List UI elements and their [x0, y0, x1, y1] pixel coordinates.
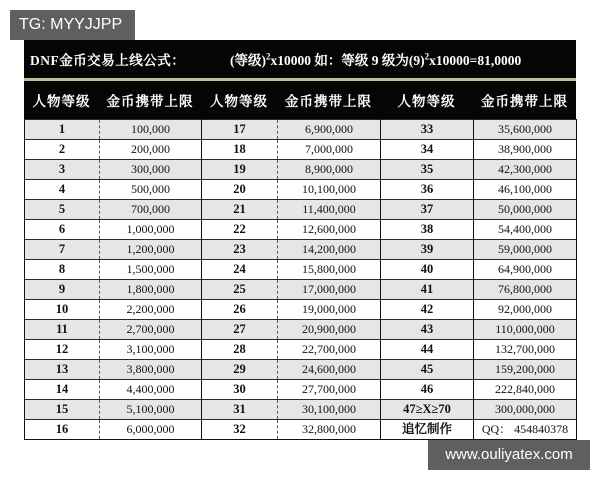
gold-limit-cell: 14,200,000 [278, 240, 381, 260]
gold-limit-cell: 50,000,000 [474, 200, 577, 220]
gold-limit-cell: 300,000 [100, 160, 202, 180]
level-cell: 47≥X≥70 [381, 400, 474, 420]
level-cell: 23 [202, 240, 278, 260]
gold-limit-cell: 100,000 [100, 120, 202, 140]
gold-limit-cell: 11,400,000 [278, 200, 381, 220]
gold-limit-cell: 500,000 [100, 180, 202, 200]
level-cell: 46 [381, 380, 474, 400]
gold-limit-cell: 17,000,000 [278, 280, 381, 300]
gold-limit-cell: 76,800,000 [474, 280, 577, 300]
level-cell: 41 [381, 280, 474, 300]
gold-limit-cell: 8,900,000 [278, 160, 381, 180]
table-row [25, 340, 577, 360]
gold-limit-cell: 10,100,000 [278, 180, 381, 200]
table-row [25, 240, 577, 260]
gold-limit-cell: 1,200,000 [100, 240, 202, 260]
gold-limit-cell: 2,200,000 [100, 300, 202, 320]
gold-limit-cell: 38,900,000 [474, 140, 577, 160]
header-gold-3: 金币携带上限 [481, 93, 568, 109]
gold-limit-cell: 5,100,000 [100, 400, 202, 420]
gold-limit-cell: 59,000,000 [474, 240, 577, 260]
header-gold-2: 金币携带上限 [285, 93, 372, 109]
watermark-url: www.ouliyatex.com [428, 440, 590, 470]
gold-limit-cell: 27,700,000 [278, 380, 381, 400]
header-level-1: 人物等级 [32, 93, 91, 109]
level-cell: 8 [25, 260, 100, 280]
level-cell: 36 [381, 180, 474, 200]
gold-limit-cell: 159,200,000 [474, 360, 577, 380]
table-row [25, 180, 577, 200]
level-cell: 15 [25, 400, 100, 420]
level-cell: 39 [381, 240, 474, 260]
tg-badge: TG: MYYJJPP [10, 10, 135, 40]
level-cell: 13 [25, 360, 100, 380]
level-cell: 7 [25, 240, 100, 260]
level-cell: 9 [25, 280, 100, 300]
level-cell: 28 [202, 340, 278, 360]
level-cell: 4 [25, 180, 100, 200]
gold-limit-cell: QQ： 454840378 [474, 420, 577, 440]
level-cell: 10 [25, 300, 100, 320]
level-cell: 14 [25, 380, 100, 400]
data-table [24, 119, 577, 440]
title-label: DNF金币交易上线公式： [30, 52, 186, 68]
level-cell: 11 [25, 320, 100, 340]
table-row [25, 260, 577, 280]
level-cell: 40 [381, 260, 474, 280]
gold-limit-cell: 1,500,000 [100, 260, 202, 280]
level-cell: 42 [381, 300, 474, 320]
level-cell: 追忆制作 [381, 420, 474, 440]
gold-limit-cell: 3,100,000 [100, 340, 202, 360]
gold-limit-table [24, 40, 576, 440]
gold-limit-cell: 12,600,000 [278, 220, 381, 240]
level-cell: 44 [381, 340, 474, 360]
level-cell: 18 [202, 140, 278, 160]
gold-limit-cell: 92,000,000 [474, 300, 577, 320]
table-row [25, 220, 577, 240]
gold-limit-cell: 222,840,000 [474, 380, 577, 400]
header-gold-1: 金币携带上限 [106, 93, 194, 109]
level-cell: 2 [25, 140, 100, 160]
level-cell: 24 [202, 260, 278, 280]
level-cell: 29 [202, 360, 278, 380]
level-cell: 33 [381, 120, 474, 140]
gold-limit-cell: 54,400,000 [474, 220, 577, 240]
level-cell: 3 [25, 160, 100, 180]
table-row [25, 120, 577, 140]
table-row [25, 200, 577, 220]
level-cell: 21 [202, 200, 278, 220]
column-header-row [24, 81, 576, 119]
gold-limit-cell: 200,000 [100, 140, 202, 160]
title-bar [24, 40, 576, 77]
gold-limit-cell: 35,600,000 [474, 120, 577, 140]
level-cell: 22 [202, 220, 278, 240]
level-cell: 34 [381, 140, 474, 160]
gold-limit-cell: 42,300,000 [474, 160, 577, 180]
gold-limit-cell: 4,400,000 [100, 380, 202, 400]
header-level-2: 人物等级 [210, 93, 268, 109]
table-row [25, 300, 577, 320]
level-cell: 45 [381, 360, 474, 380]
gold-limit-cell: 20,900,000 [278, 320, 381, 340]
table-row [25, 360, 577, 380]
level-cell: 6 [25, 220, 100, 240]
table-row [25, 140, 577, 160]
level-cell: 26 [202, 300, 278, 320]
level-cell: 12 [25, 340, 100, 360]
gold-limit-cell: 1,000,000 [100, 220, 202, 240]
table-row [25, 160, 577, 180]
formula-exponent-2: 2 [424, 51, 430, 61]
level-cell: 25 [202, 280, 278, 300]
level-cell: 20 [202, 180, 278, 200]
gold-limit-cell: 110,000,000 [474, 320, 577, 340]
gold-limit-cell: 700,000 [100, 200, 202, 220]
gold-limit-cell: 6,900,000 [278, 120, 381, 140]
table-row [25, 380, 577, 400]
gold-limit-cell: 132,700,000 [474, 340, 577, 360]
gold-limit-cell: 1,800,000 [100, 280, 202, 300]
gold-limit-cell: 19,000,000 [278, 300, 381, 320]
formula-result: x10000=81,0000 [429, 52, 522, 68]
gold-limit-cell: 64,900,000 [474, 260, 577, 280]
gold-limit-cell: 32,800,000 [278, 420, 381, 440]
gold-limit-cell: 22,700,000 [278, 340, 381, 360]
level-cell: 16 [25, 420, 100, 440]
level-cell: 37 [381, 200, 474, 220]
formula-text [230, 49, 521, 69]
formula-exponent: 2 [266, 51, 271, 61]
gold-limit-cell: 24,600,000 [278, 360, 381, 380]
level-cell: 38 [381, 220, 474, 240]
level-cell: 31 [202, 400, 278, 420]
gold-limit-cell: 300,000,000 [474, 400, 577, 420]
level-cell: 1 [25, 120, 100, 140]
gold-limit-cell: 46,100,000 [474, 180, 577, 200]
table-row [25, 280, 577, 300]
table-row [25, 420, 577, 440]
level-cell: 30 [202, 380, 278, 400]
formula-prefix: (等级) [230, 52, 266, 68]
gold-limit-cell: 7,000,000 [278, 140, 381, 160]
gold-limit-cell: 3,800,000 [100, 360, 202, 380]
level-cell: 43 [381, 320, 474, 340]
table-row [25, 400, 577, 420]
gold-limit-cell: 2,700,000 [100, 320, 202, 340]
level-cell: 27 [202, 320, 278, 340]
table-row [25, 320, 577, 340]
level-cell: 35 [381, 160, 474, 180]
level-cell: 32 [202, 420, 278, 440]
level-cell: 5 [25, 200, 100, 220]
level-cell: 19 [202, 160, 278, 180]
level-cell: 17 [202, 120, 278, 140]
gold-limit-cell: 15,800,000 [278, 260, 381, 280]
formula-example: x10000 如：等级 9 级为(9) [270, 52, 425, 68]
gold-limit-cell: 6,000,000 [100, 420, 202, 440]
header-level-3: 人物等级 [397, 93, 456, 109]
gold-limit-cell: 30,100,000 [278, 400, 381, 420]
